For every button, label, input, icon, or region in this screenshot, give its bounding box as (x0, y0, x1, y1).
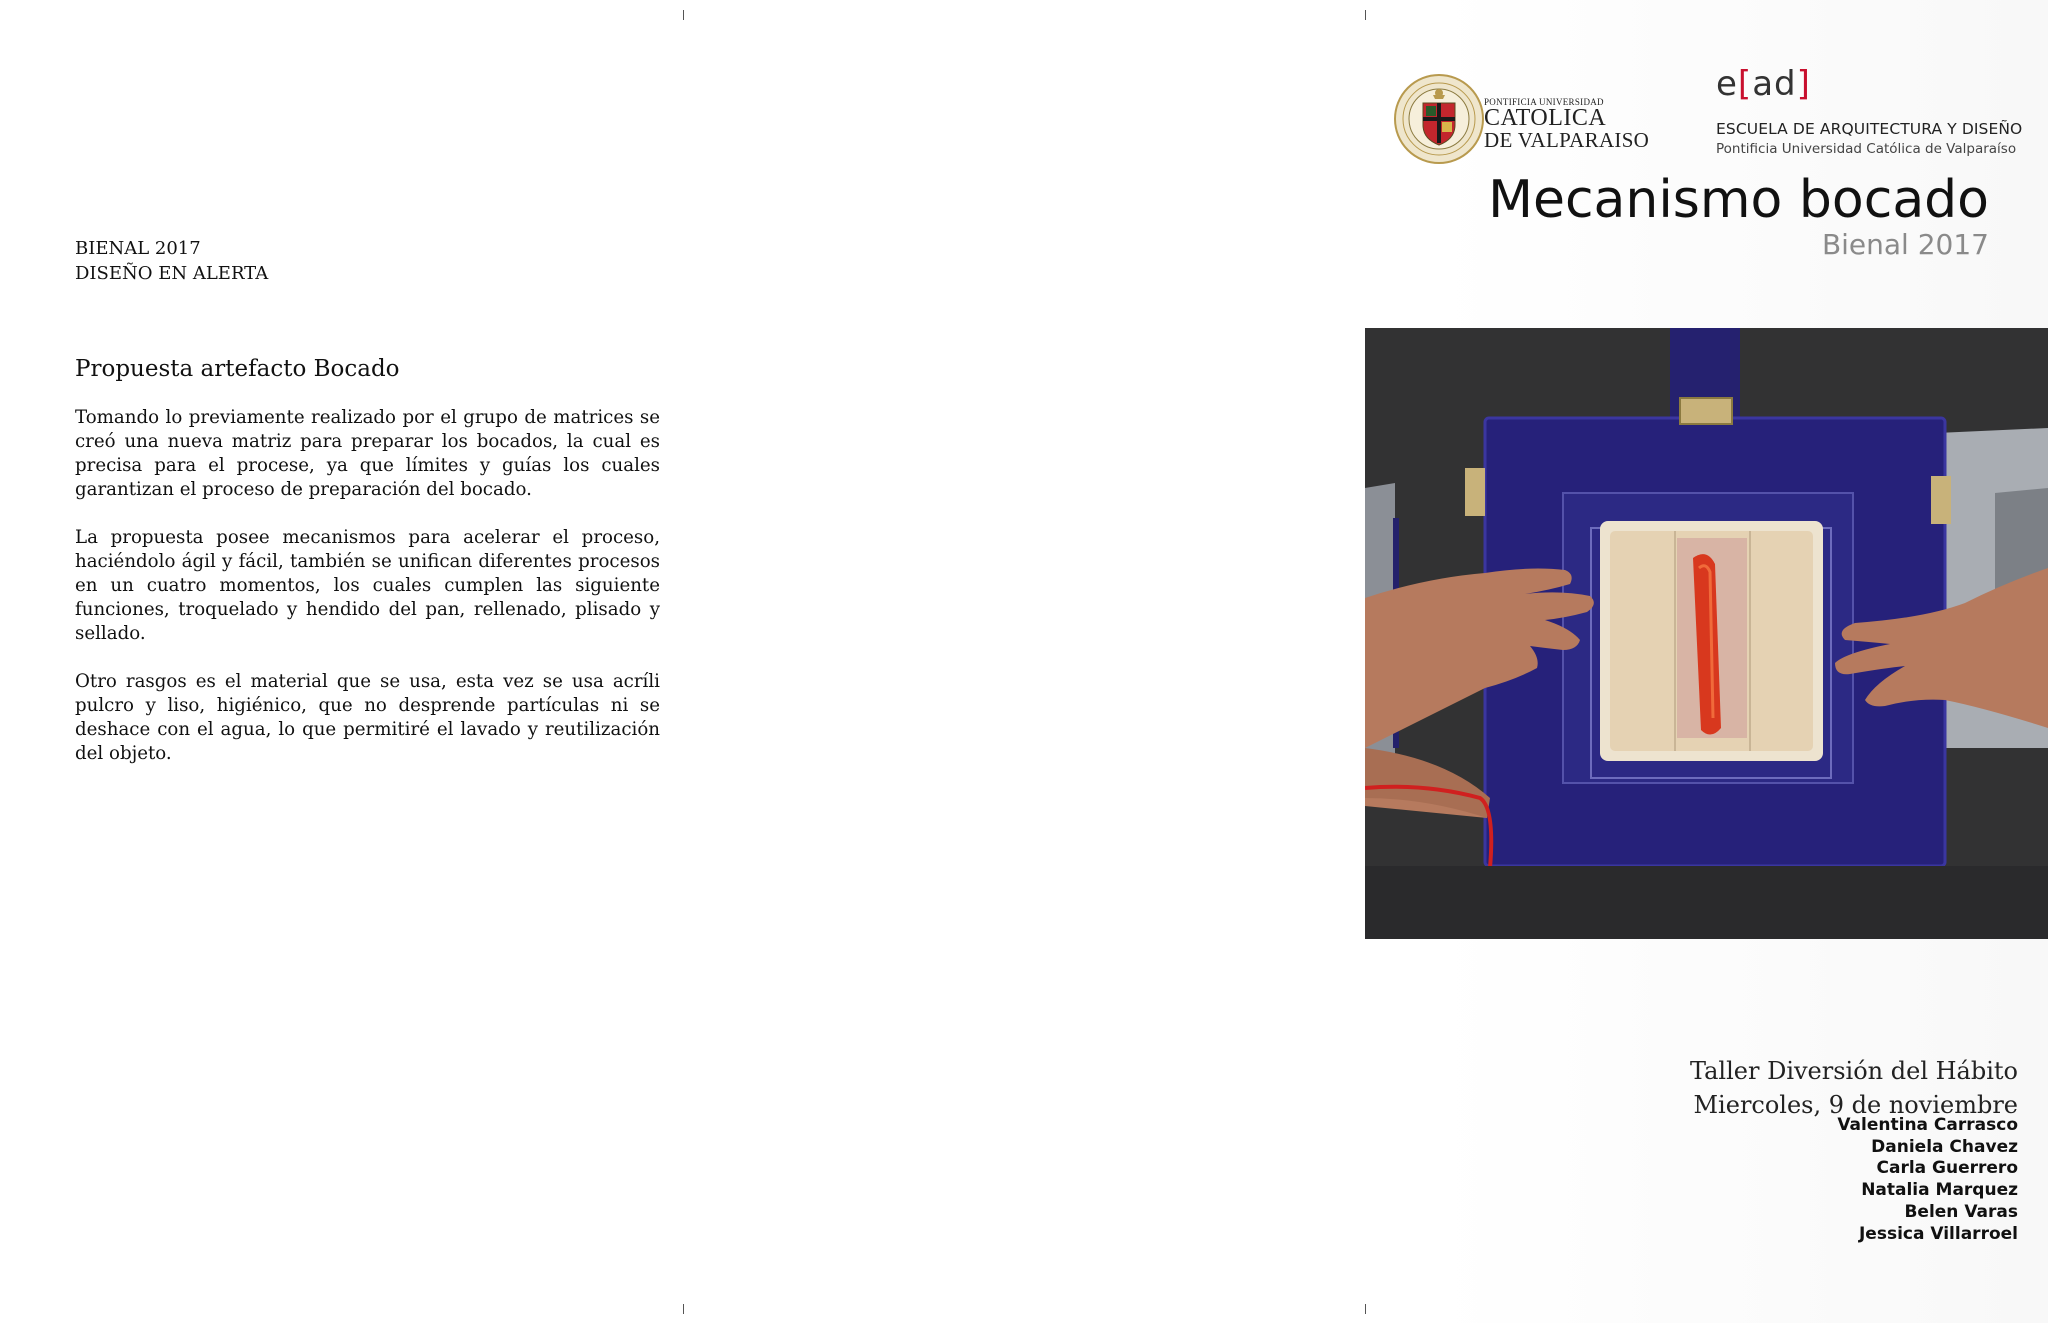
ead-logo-open-bracket: [ (1737, 64, 1753, 104)
workshop-block (1690, 1054, 2018, 1122)
crop-mark (683, 1304, 684, 1314)
product-photo (1365, 328, 2048, 939)
authors-list (1837, 1115, 2018, 1245)
ead-logo-close-bracket: ] (1796, 64, 1811, 104)
page-title: Mecanismo bocado (1488, 170, 1989, 230)
event-header-line1: BIENAL 2017 (75, 238, 201, 259)
ead-logo-ad: ad (1752, 64, 1797, 104)
ead-logo-e: e (1716, 64, 1738, 104)
pucv-line-big: CATOLICA (1484, 105, 1607, 131)
workshop-name: Taller Diversión del Hábito (1689, 1057, 2018, 1085)
pucv-line-big2: DE VALPARAISO (1484, 128, 1650, 152)
pucv-seal-icon (1393, 73, 1485, 165)
author-name: Natalia Marquez (1861, 1180, 2018, 1201)
proposal-title: Propuesta artefacto Bocado (75, 356, 400, 382)
author-name: Valentina Carrasco (1837, 1115, 2018, 1135)
author-name: Jessica Villarroel (1858, 1223, 2018, 1244)
crop-mark (683, 10, 684, 20)
author-name: Daniela Chavez (1871, 1136, 2018, 1157)
author-name: Belen Varas (1904, 1201, 2018, 1222)
pucv-line-small: PONTIFICIA UNIVERSIDAD (1484, 97, 1604, 107)
body-text (75, 406, 660, 790)
ead-school-name: ESCUELA DE ARQUITECTURA Y DISEÑO (1716, 120, 2023, 138)
paragraph: La propuesta posee mecanismos para acelerar el proceso, haciéndolo ágil y fácil, también se unifican diferentes procesos en un cuatro momentos, los cuales cumplen las siguiente funciones, troquelado y hendido del pan, rellenado, plisado y sellado. (75, 527, 660, 644)
crop-mark (1365, 1304, 1366, 1314)
event-header (75, 236, 268, 286)
ead-university-name: Pontificia Universidad Católica de Valparaíso (1716, 141, 2017, 157)
workshop-date: Miercoles, 9 de noviembre (1693, 1091, 2018, 1119)
ead-logo (1716, 64, 1811, 104)
author-name: Carla Guerrero (1876, 1158, 2018, 1179)
paragraph: Otro rasgos es el material que se usa, esta vez se usa acríli pulcro y liso, higiénico, que no desprende partículas ni se deshace con el agua, lo que permitiré el lavado y reutilización del objeto. (75, 671, 660, 764)
crop-mark (1365, 10, 1366, 20)
pucv-wordmark (1484, 97, 1649, 151)
page-subtitle: Bienal 2017 (1821, 228, 1989, 261)
paragraph: Tomando lo previamente realizado por el grupo de matrices se creó una nueva matriz para preparar los bocados, la cual es precisa para el procese, ya que límites y guías los cuales garantizan el proceso de preparación del bocado. (75, 407, 660, 500)
event-header-line2: DISEÑO EN ALERTA (75, 263, 269, 284)
